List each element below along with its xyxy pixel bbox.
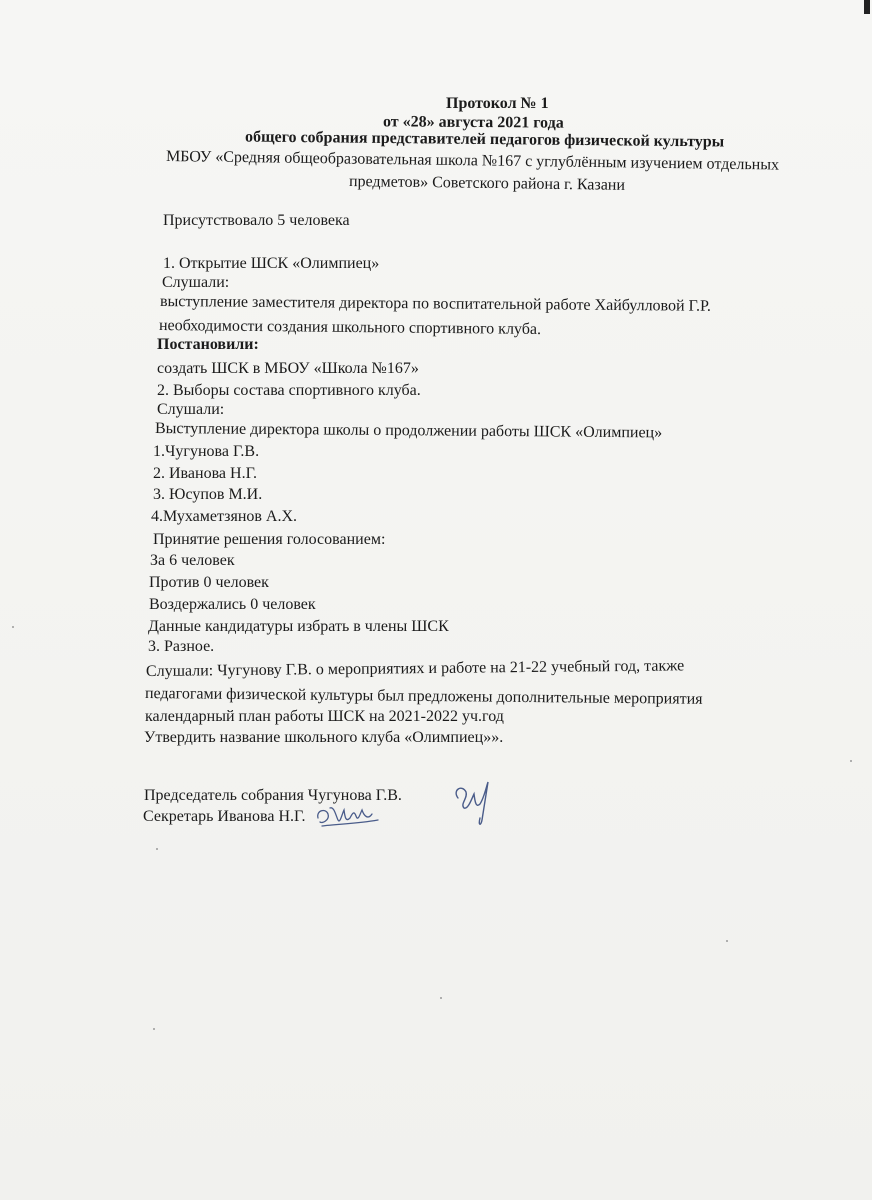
scan-speck	[850, 760, 852, 762]
vote-result: Данные кандидатуры избрать в члены ШСК	[148, 618, 449, 635]
item1-title: 1. Открытие ШСК «Олимпиец»	[163, 255, 380, 272]
scan-mark	[864, 0, 870, 14]
protocol-subtitle: общего собрания представителей педагогов физической культуры	[244, 128, 725, 151]
vote-for: За 6 человек	[150, 552, 235, 569]
candidate-3: 3. Юсупов М.И.	[153, 486, 263, 503]
school-line-2: предметов» Советского района г. Казани	[348, 173, 626, 194]
candidate-4: 4.Мухаметзянов А.Х.	[151, 508, 298, 525]
secretary-signature-line: Секретарь Иванова Н.Г.	[143, 808, 306, 825]
item3-text-4: Утвердить название школьного клуба «Олимпиец»».	[144, 729, 504, 746]
candidate-1: 1.Чугунова Г.В.	[153, 443, 260, 460]
scan-speck	[153, 1028, 155, 1030]
scan-speck	[726, 940, 728, 942]
protocol-title: Протокол № 1	[446, 95, 549, 112]
item2-heard-text: Выступление директора школы о продолжении работы ШСК «Олимпиец»	[154, 420, 663, 442]
vote-against: Против 0 человек	[149, 574, 269, 591]
present-count: Присутствовало 5 человека	[163, 212, 350, 229]
secretary-handwritten-signature	[312, 800, 382, 832]
scan-speck	[440, 997, 442, 999]
school-line-1: МБОУ «Средняя общеобразовательная школа №167 с углублённым изучением отдельных	[165, 148, 780, 174]
item1-heard-text-1: выступление заместителя директора по воспитательной работе Хайбулловой Г.Р.	[159, 293, 712, 315]
item2-title: 2. Выборы состава спортивного клуба.	[157, 382, 421, 399]
item3-text-2: педагогами физической культуры был предложены дополнительные мероприятия	[144, 685, 703, 708]
item1-decided-text: создать ШСК в МБОУ «Школа №167»	[157, 360, 419, 377]
item3-text-3: календарный план работы ШСК на 2021-2022 уч.год	[145, 708, 504, 725]
item1-heard-label: Слушали:	[162, 274, 230, 291]
chair-handwritten-signature	[440, 768, 500, 830]
chair-signature-line: Председатель собрания Чугунова Г.В.	[144, 787, 402, 804]
scan-speck	[12, 626, 14, 628]
item1-decided-label: Постановили:	[157, 336, 259, 353]
scan-speck	[156, 848, 158, 850]
protocol-date: от «28» августа 2021 года	[382, 113, 564, 132]
vote-label: Принятие решения голосованием:	[153, 531, 386, 548]
item3-title: 3. Разное.	[148, 638, 215, 655]
candidate-2: 2. Иванова Н.Г.	[153, 465, 258, 482]
item2-heard-label: Слушали:	[157, 401, 225, 418]
item3-text-1: Слушали: Чугунову Г.В. о мероприятиях и работе на 21-22 учебный год, также	[145, 657, 685, 680]
item1-heard-text-2: необходимости создания школьного спортивного клуба.	[158, 317, 542, 339]
vote-abstain: Воздержались 0 человек	[149, 596, 316, 613]
